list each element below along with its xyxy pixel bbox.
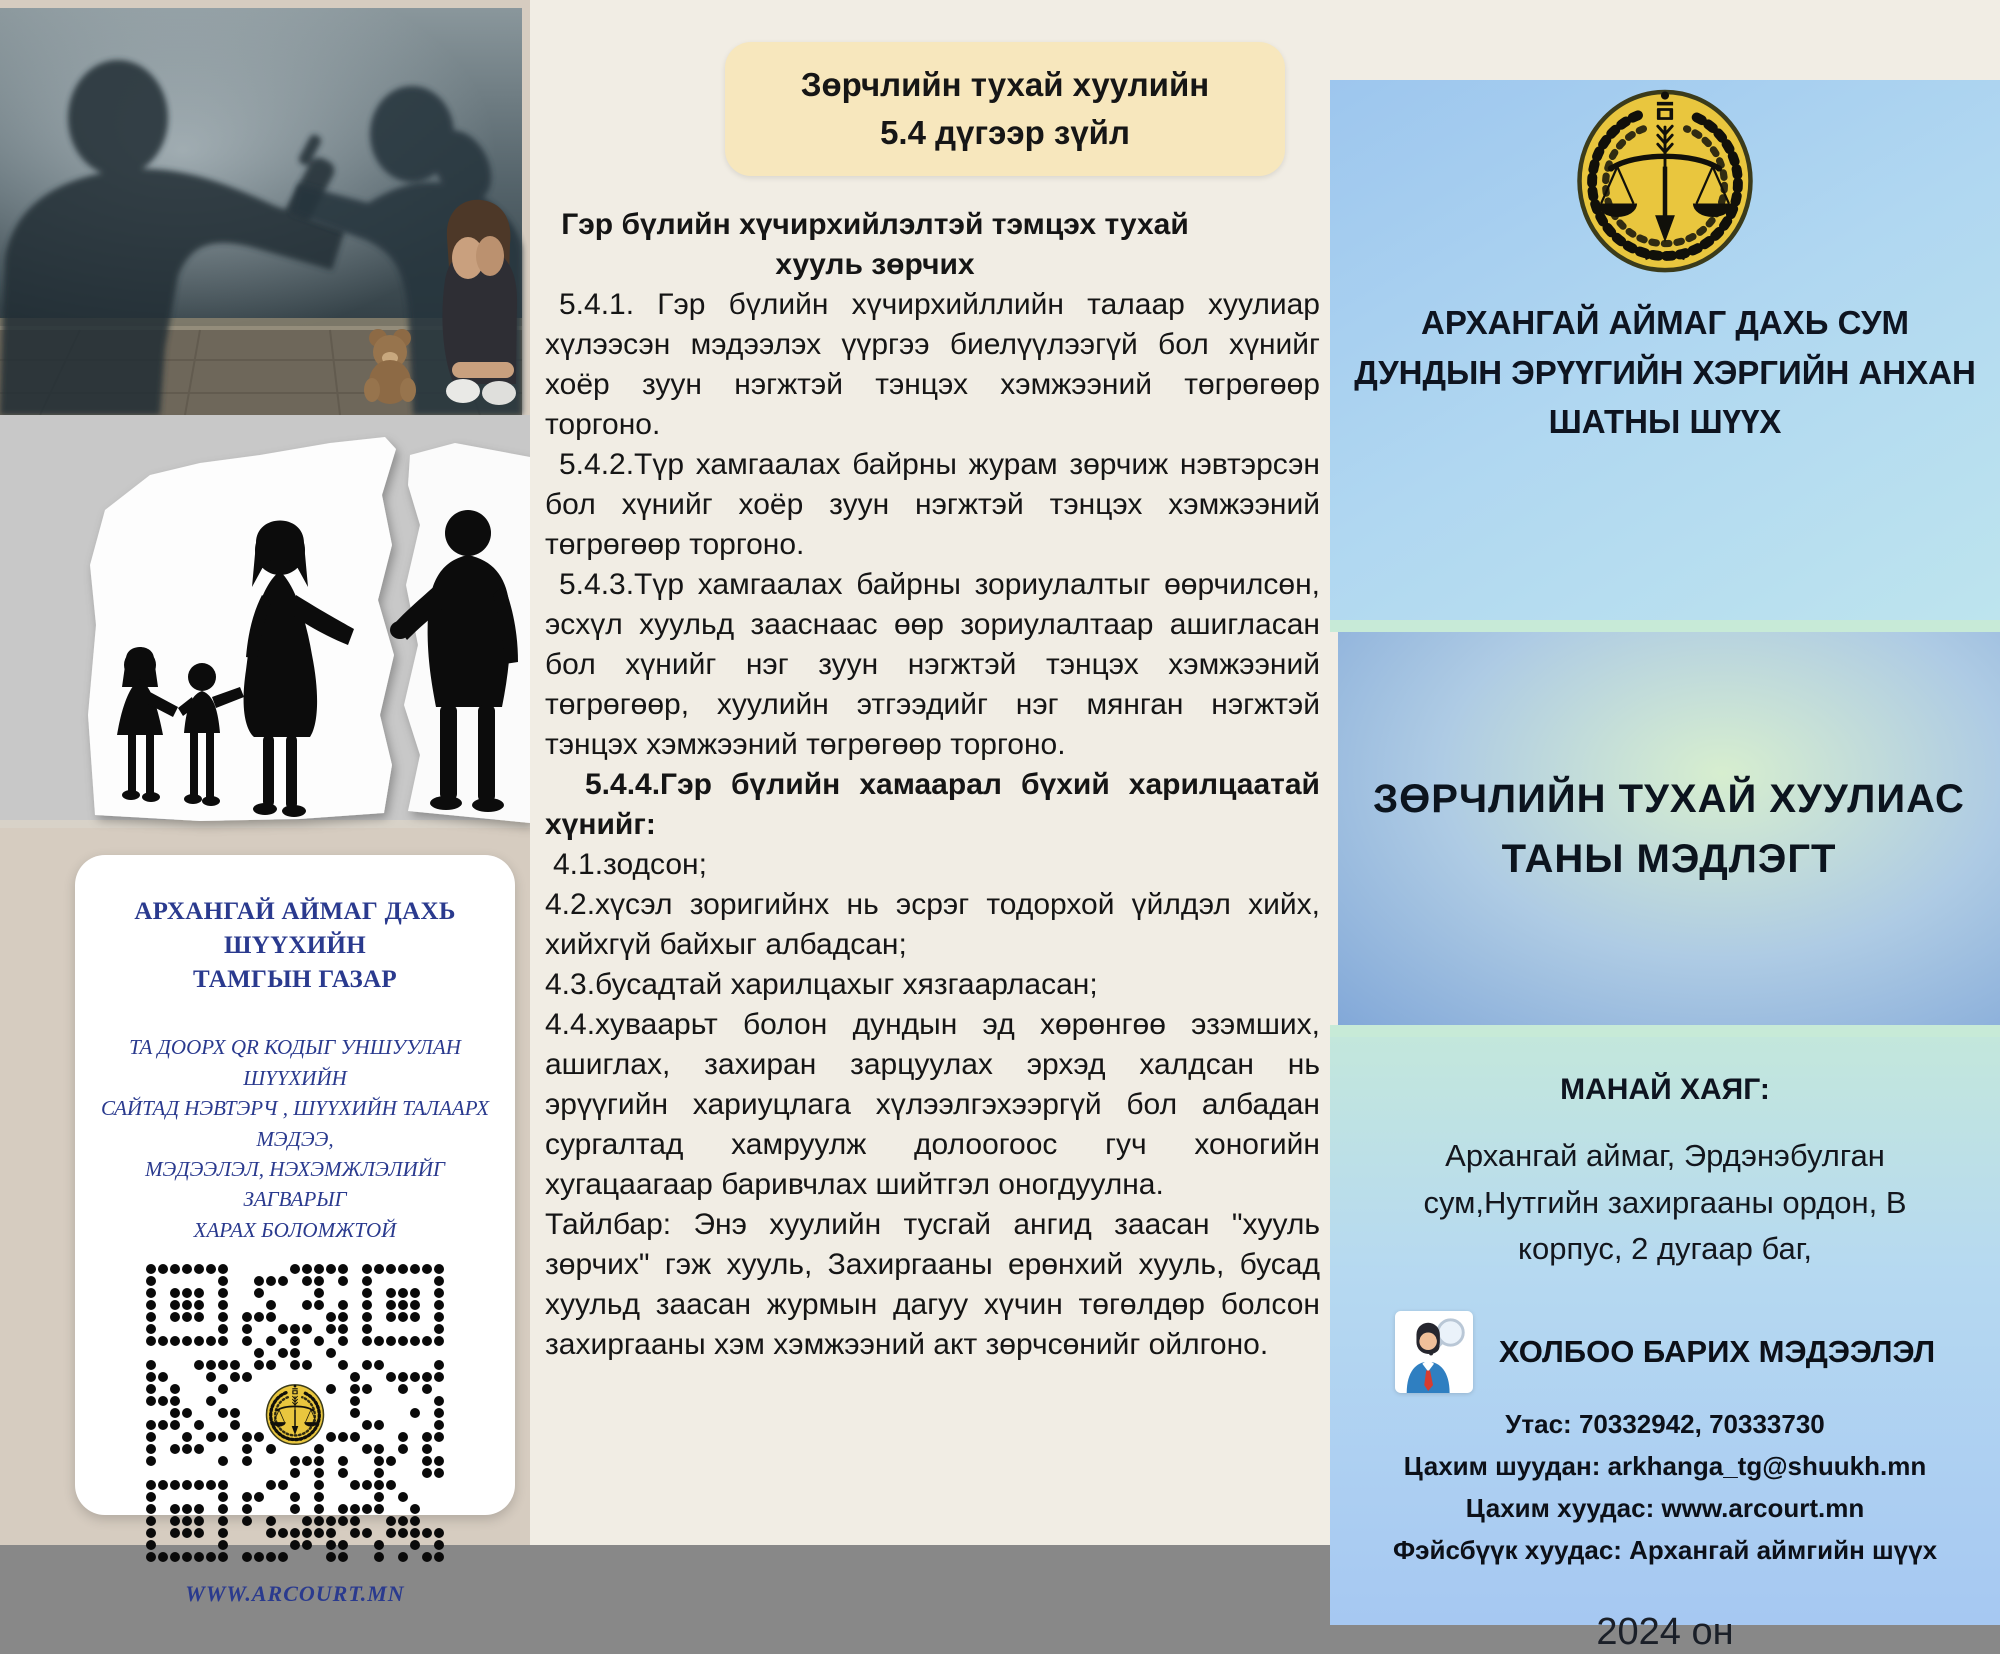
child-figure xyxy=(442,200,517,405)
law-item-42: 4.2.хүсэл зоригийнх нь эсрэг тодорхой үйлдэл хийх, хийхгүй байхыг албадсан; xyxy=(545,888,1320,961)
facebook-line: Фэйсбүүк хуудас: Архангай аймгийн шүүх xyxy=(1392,1534,1938,1565)
law-text xyxy=(545,205,1320,1365)
law-paragraph-542: 5.4.2.Түр хамгаалах байрны журам зөрчиж нэвтэрсэн бол хүнийг хоёр зуун нэгжтэй тэнцэх хэмжээний төгрөгөөр торгоно. xyxy=(545,448,1320,561)
website-line: Цахим хуудас: www.arcourt.mn xyxy=(1465,1492,1865,1523)
qr-card xyxy=(75,855,515,1607)
court-emblem-icon xyxy=(1575,80,1755,274)
right-column xyxy=(1330,0,2000,1653)
torn-family-illustration xyxy=(0,415,530,828)
address: Архангай аймаг, Эрдэнэбулган сум,Нутгийн захиргааны ордон, В корпус, 2 дугаар баг, xyxy=(1423,1138,1907,1266)
address-heading: МАНАЙ ХАЯГ: xyxy=(1560,1073,1770,1106)
law-heading: Гэр бүлийн хүчирхийлэлтэй тэмцэх тухай хууль зөрчих xyxy=(561,208,1189,281)
domestic-violence-photo xyxy=(0,8,522,415)
qr-code xyxy=(145,1263,445,1563)
law-paragraph-541: 5.4.1. Гэр бүлийн хүчирхийллийн талаар хуулиар хүлээсэн мэдээлэх үүргээ биелүүлээгүй бол хүнийг хоёр зуун нэгжтэй тэнцэх хэмжээний төгрөгөөр торгоно. xyxy=(545,288,1320,441)
law-item-43: 4.3.бусадтай харилцахыг хязгаарласан; xyxy=(545,968,1098,1001)
middle-column xyxy=(530,0,1330,1545)
law-item-41: 4.1.зодсон; xyxy=(553,848,707,881)
title-badge: Зөрчлийн тухай хуулийн 5.4 дүгээр зүйл xyxy=(725,42,1285,176)
left-column xyxy=(0,0,530,1607)
info-panel: ЗӨРЧЛИЙН ТУХАЙ ХУУЛИАС ТАНЫ МЭДЛЭГТ xyxy=(1338,632,2000,1025)
year-label: 2024 он xyxy=(1596,1610,1734,1653)
separator xyxy=(1330,1025,2000,1037)
law-item-44: 4.4.хуваарьт болон дундын эд хөрөнгөө эзэмших, ашиглах, захиран зарцуулах эрхэд халдсан нь эрүүгийн хариуцлага хүлээлгэхээргүй бол албадан сургалтад хамруулж долоогоос гуч хоногийн хугацаагаар баривчлах шийтгэл оногдуулна. xyxy=(545,1008,1320,1201)
support-agent-icon xyxy=(1395,1311,1473,1393)
contact-details xyxy=(1330,1403,2000,1571)
contact-section xyxy=(1330,1037,2000,1653)
panel-title: ЗӨРЧЛИЙН ТУХАЙ ХУУЛИАС xyxy=(1373,776,1965,821)
court-title: АРХАНГАЙ АЙМАГ ДАХЬ СУМ ДУНДЫН ЭРҮҮГИЙН ХЭРГИЙН АНХАН ШАТНЫ ШҮҮХ xyxy=(1354,304,1976,440)
law-paragraph-544: 5.4.4.Гэр бүлийн хамаарал бүхий харилцаатай хүнийг: xyxy=(545,768,1320,841)
court-registry-title: АРХАНГАЙ АЙМАГ ДАХЬ ШҮҮХИЙН ТАМГЫН ГАЗАР xyxy=(134,898,456,993)
note-paragraph: Тайлбар: Энэ хуулийн тусгай ангид заасан "хууль зөрчих" гэж хууль, Захиргааны ерөнхий хууль, бусад хуульд заасан журмын дагуу хүчин төгөлдөр болсон захиргааны хэм хэмжээний акт зөрчсөнийг ойлгоно. xyxy=(545,1208,1320,1361)
court-header-section xyxy=(1330,80,2000,620)
email-line: Цахим шуудан: arkhanga_tg@shuukh.mn xyxy=(1403,1450,1927,1481)
separator xyxy=(1330,620,2000,632)
law-paragraph-543: 5.4.3.Түр хамгаалах байрны зориулалтыг өөрчилсөн, эсхүл хуульд зааснаас өөр зориулалтаар ашигласан бол хүнийг нэг зуун нэгжтэй тэнцэх хэмжээний төгрөгөөр, хуулийн этгээдийг нэг мянган нэгжтэй тэнцэх хэмжээний төгрөгөөр торгоно. xyxy=(545,568,1320,761)
qr-instruction: ТА ДООРХ QR КОДЫГ УНШУУЛАН ШҮҮХИЙН САЙТАД НЭВТЭРЧ , ШҮҮХИЙН ТАЛААРХ МЭДЭЭ, МЭДЭЭЛЭЛ, НЭХЭМЖЛЭЛИЙГ ЗАГВАРЫГ ХАРАХ БОЛОМЖТОЙ xyxy=(100,1035,490,1242)
phone-line: Утас: 70332942, 70333730 xyxy=(1505,1408,1825,1439)
website-url: WWW.ARCOURT.MN xyxy=(185,1581,405,1607)
contact-heading: ХОЛБОО БАРИХ МЭДЭЭЛЭЛ xyxy=(1498,1333,1936,1369)
